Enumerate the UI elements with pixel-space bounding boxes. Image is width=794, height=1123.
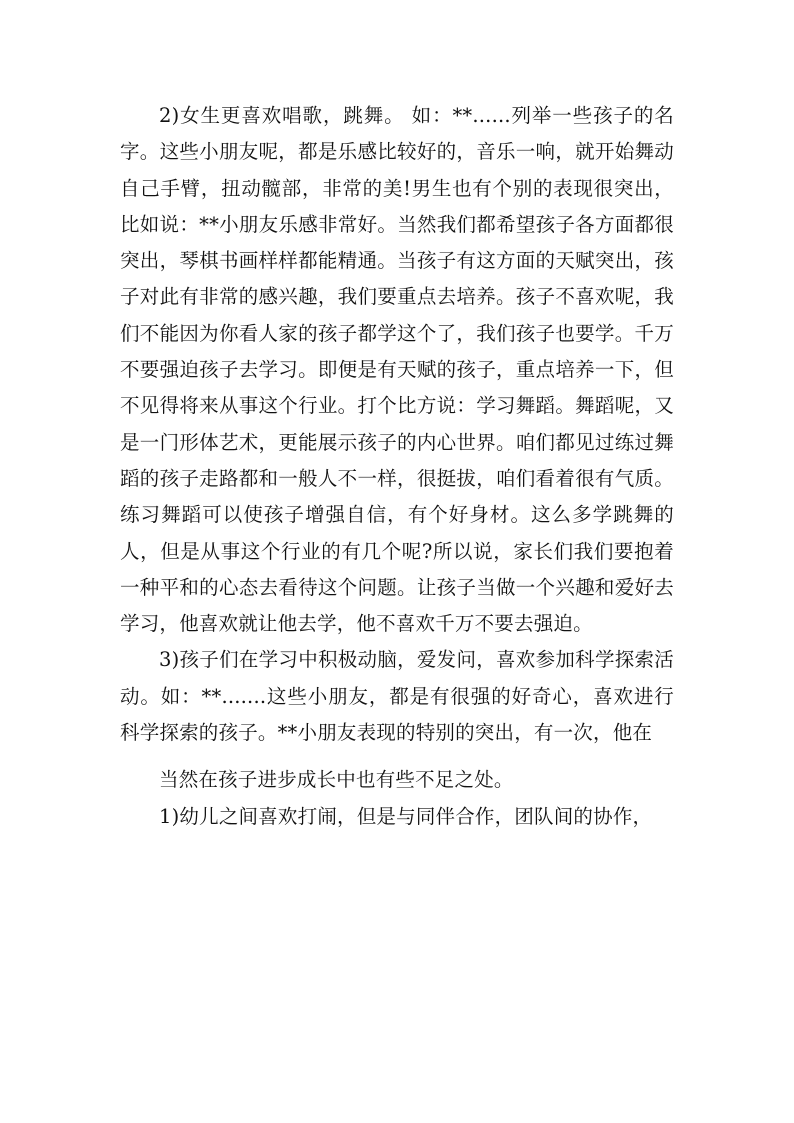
document-body (120, 98, 674, 835)
paragraph-science-exploration: 3)孩子们在学习中积极动脑，爱发问，喜欢参加科学探索活动。如：**.......这些小朋友，都是有很强的好奇心，喜欢进行科学探索的孩子。**小朋友表现的特别的突出，有一次，他在 (120, 648, 674, 745)
paragraph-girls-singing-dancing: 2)女生更喜欢唱歌，跳舞。 如：**......列举一些孩子的名字。这些小朋友呢，都是乐感比较好的，音乐一响，就开始舞动自己手臂，扭动髋部，非常的美!男生也有个别的表现很突出，比如说：**小朋友乐感非常好。当然我们都希望孩子各方面都很突出，琴棋书画样样都能精通。当孩子有这方面的天赋突出，孩子对此有非常的感兴趣，我们要重点去培养。孩子不喜欢呢，我们不能因为你看人家的孩子都学这个了，我们孩子也要学。千万不要强迫孩子去学习。即便是有天赋的孩子，重点培养一下，但不见得将来从事这个行业。打个比方说：学习舞蹈。舞蹈呢，又是一门形体艺术，更能展示孩子的内心世界。咱们都见过练过舞蹈的孩子走路都和一般人不一样，很挺拔，咱们看着很有气质。练习舞蹈可以使孩子增强自信，有个好身材。这么多学跳舞的人，但是从事这个行业的有几个呢?所以说，家长们我们要抱着一种平和的心态去看待这个问题。让孩子当做一个兴趣和爱好去学习，他喜欢就让他去学，他不喜欢千万不要去强迫。 (120, 104, 674, 636)
paragraph-peer-cooperation: 1)幼儿之间喜欢打闹，但是与同伴合作，团队间的协作， (159, 804, 653, 828)
paragraph-shortcomings-intro: 当然在孩子进步成长中也有些不足之处。 (159, 768, 514, 792)
